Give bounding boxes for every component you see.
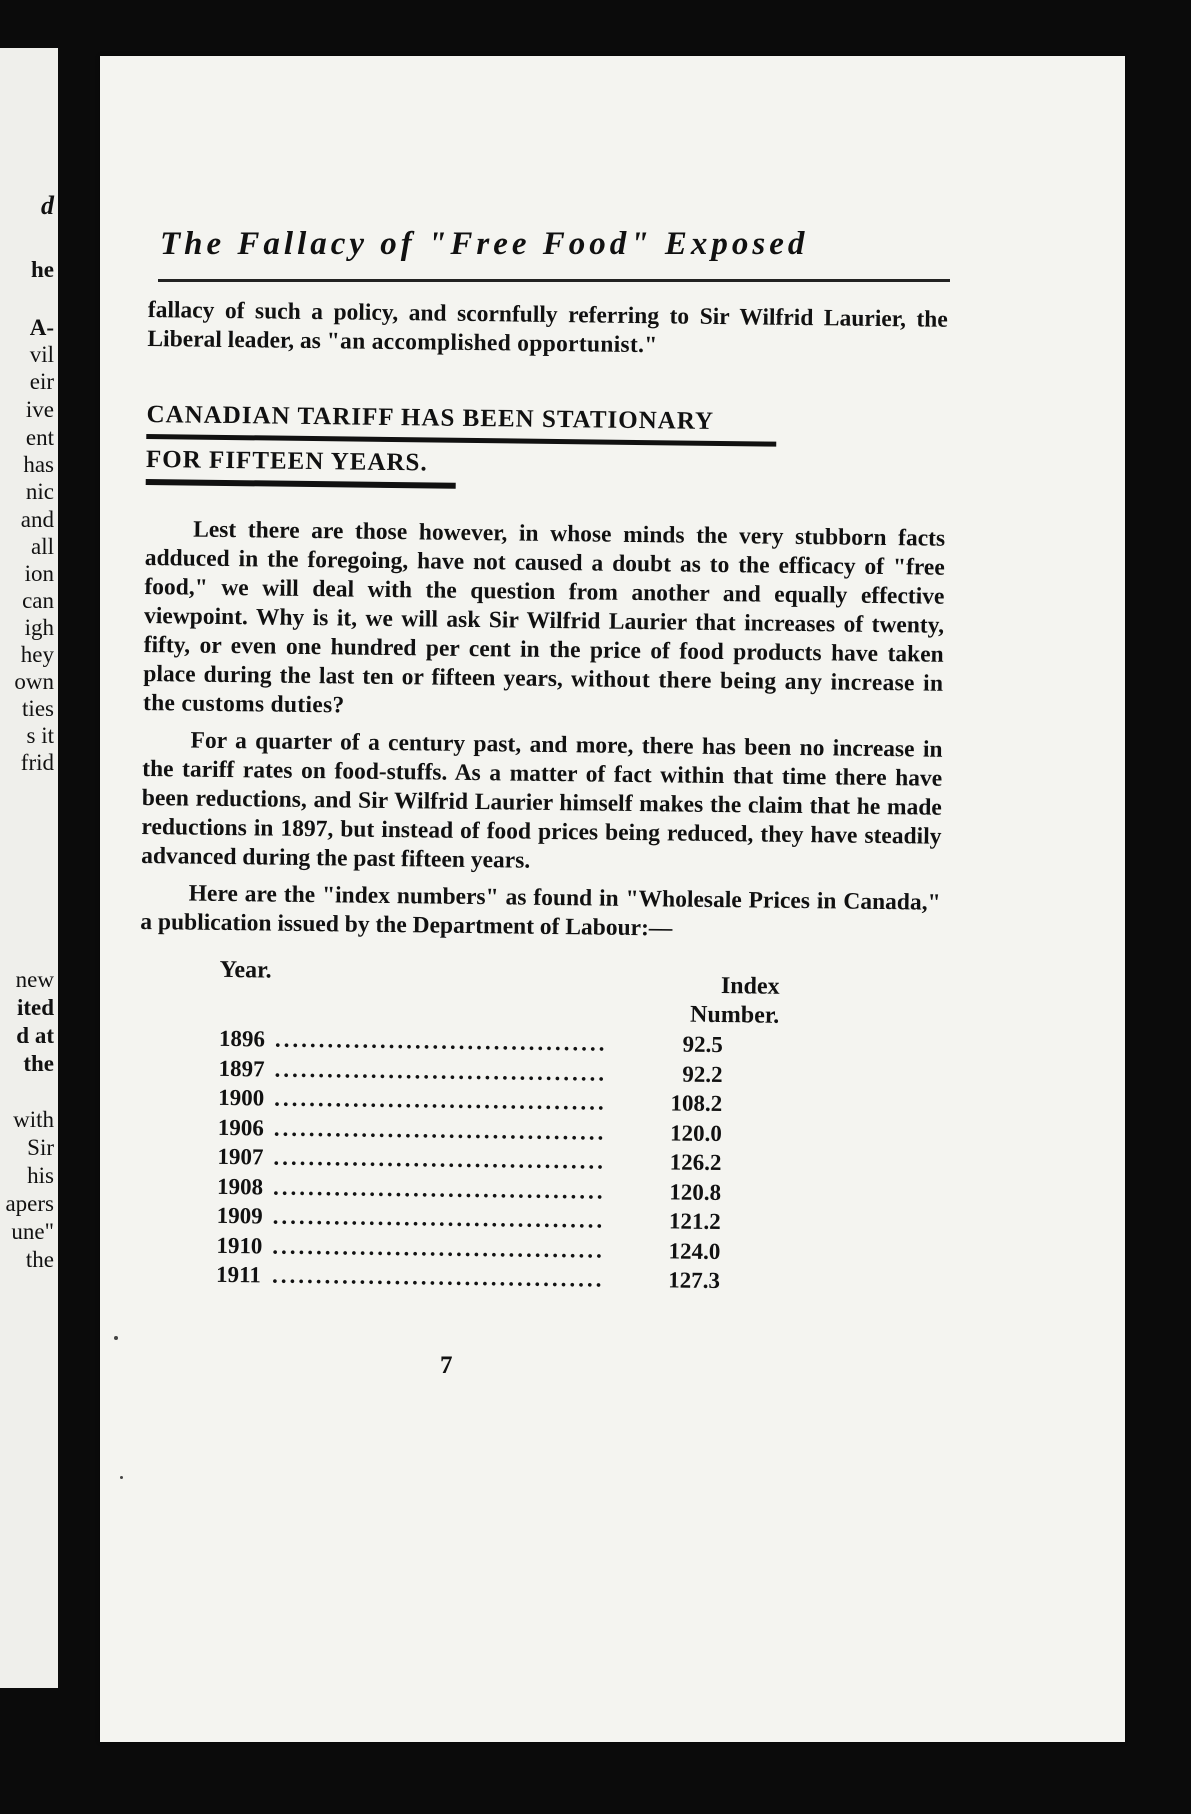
section-heading-line-1: CANADIAN TARIFF HAS BEEN STATIONARY — [146, 398, 776, 447]
index-value-cell: 108.2 — [670, 1090, 723, 1117]
page-number: 7 — [440, 1352, 453, 1379]
body-text — [140, 515, 945, 947]
index-number-table — [216, 956, 780, 1296]
intro-paragraph — [147, 296, 948, 364]
paragraph-3: Here are the "index numbers" as found in "Wholesale Prices in Canada," a publication issued by the Department of Labour:— — [140, 880, 941, 942]
left-page-fragment: the — [25, 1247, 54, 1272]
page-content — [136, 296, 948, 1298]
left-page-fragment: ent — [25, 425, 54, 450]
dot-leader: ...................................... — [272, 1233, 606, 1263]
dot-leader: ...................................... — [272, 1203, 606, 1233]
left-page-fragment: frid — [20, 750, 54, 775]
left-page-fragment: ive — [25, 397, 54, 422]
dot-leader: ...................................... — [273, 1115, 607, 1145]
table-row — [216, 1260, 776, 1296]
dot-leader: ...................................... — [274, 1026, 608, 1056]
left-page-fragment: ion — [24, 561, 54, 586]
left-page-fragment: and — [20, 507, 54, 532]
book-page — [100, 56, 1125, 1742]
left-page-fragment: own — [14, 669, 54, 694]
left-page-fragment: the — [23, 1051, 54, 1076]
running-head: The Fallacy of "Free Food" Exposed — [160, 226, 809, 262]
left-page-fragment: has — [23, 452, 54, 477]
year-cell: 1908 — [216, 1173, 264, 1200]
year-cell: 1897 — [218, 1055, 265, 1082]
paper-speck — [120, 1476, 123, 1479]
left-page-fragment: d at — [16, 1023, 54, 1048]
left-page-fragment: new — [15, 967, 54, 992]
left-page-fragment: Sir — [27, 1135, 54, 1160]
year-column-header: Year. — [219, 956, 272, 984]
left-page-fragment: he — [31, 257, 54, 282]
paragraph-1 — [143, 515, 945, 728]
year-cell: 1909 — [216, 1203, 263, 1229]
index-value-cell: 92.5 — [682, 1031, 724, 1058]
left-page-fragment: s it — [26, 723, 54, 748]
index-value-cell: 120.0 — [669, 1120, 722, 1146]
index-value-cell: 124.0 — [668, 1238, 721, 1264]
left-page-fragment: nic — [25, 479, 54, 504]
index-value-cell: 126.2 — [669, 1149, 722, 1176]
year-cell: 1907 — [217, 1144, 264, 1170]
dot-leader: ...................................... — [272, 1174, 606, 1204]
table-header-row — [219, 956, 780, 1031]
left-page-fragment: eir — [29, 369, 54, 394]
dot-leader: ...................................... — [274, 1056, 608, 1086]
section-heading-line-2: FOR FIFTEEN YEARS. — [146, 443, 456, 489]
index-value-cell: 121.2 — [668, 1208, 721, 1235]
section-heading — [146, 398, 947, 495]
running-head-rule — [158, 279, 950, 282]
left-page-fragment: une" — [11, 1219, 54, 1244]
year-cell: 1906 — [217, 1114, 265, 1141]
index-value-cell: 120.8 — [669, 1179, 722, 1205]
left-page-fragment: igh — [24, 615, 54, 640]
paper-speck — [114, 1336, 118, 1340]
left-page-fragment: hey — [20, 642, 54, 667]
left-page-fragment: with — [13, 1107, 54, 1132]
left-page-fragment: vil — [29, 342, 54, 367]
intro-quote: "an accomplished opportunist." — [326, 328, 658, 359]
year-cell: 1911 — [215, 1262, 261, 1288]
table-body — [216, 1024, 779, 1296]
left-page-fragment: apers — [5, 1191, 54, 1216]
paragraph-1-text: Lest there are those however, in whose minds the very stubborn facts adduced in the foregoing, have not caused a doubt as to the efficacy of "free food," we will deal with the question from another and equally effective viewpoint. Why is it, we will ask Sir Wilfrid Laurier that increases of twenty, fifty, or even one hundred per cent in the price of food products have taken place during the last ten or fifteen years, — [143, 516, 946, 693]
year-cell: 1900 — [218, 1085, 265, 1111]
left-facing-page — [0, 48, 58, 1688]
year-cell: 1896 — [218, 1026, 266, 1052]
left-page-fragment: his — [27, 1163, 54, 1188]
dot-leader: ...................................... — [274, 1085, 607, 1115]
left-page-fragment: d — [41, 191, 54, 220]
dot-leader: ...................................... — [271, 1262, 605, 1292]
dot-leader: ...................................... — [273, 1144, 607, 1174]
index-value-cell: 127.3 — [668, 1267, 721, 1294]
index-column-header: Index Number. — [689, 973, 780, 1029]
index-value-cell: 92.2 — [682, 1061, 723, 1087]
intro-text: fallacy of such a policy, and scornfully referring to Sir Wilfrid Laurier, the Liberal leader, as — [147, 296, 948, 355]
paragraph-1-emphasis: without there being any increase in the customs duties? — [142, 666, 944, 719]
year-cell: 1910 — [216, 1232, 263, 1259]
left-page-fragment: ties — [22, 696, 54, 721]
left-page-fragment: all — [31, 534, 54, 559]
paragraph-2: For a quarter of a century past, and more, there has been no increase in the tariff rates on food-stuffs. As a matter of fact within that time there have been reductions, and Sir Wilfrid Laurier himself makes the claim that he made reductions in 1897, but instead of food prices being reduced, they have steadily advanced during the past fifteen years. — [140, 727, 943, 874]
left-page-fragment: ited — [16, 995, 54, 1020]
left-page-fragment: A- — [29, 315, 54, 340]
left-page-fragment: can — [22, 588, 54, 613]
